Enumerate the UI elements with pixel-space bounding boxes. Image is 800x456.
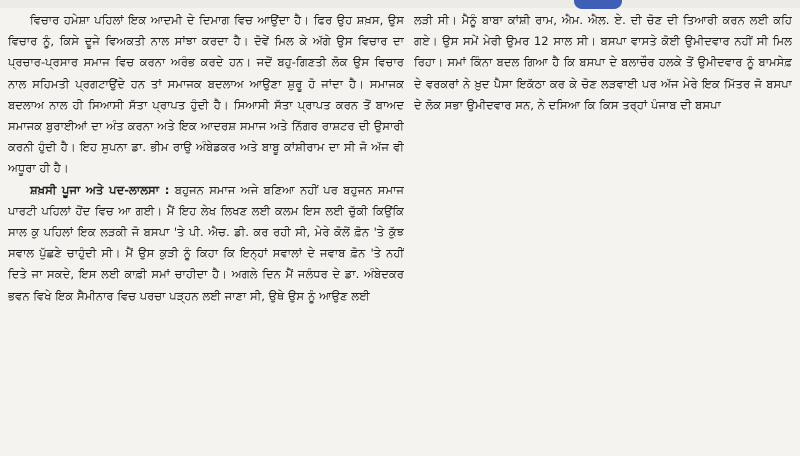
blank-area [404,198,800,456]
right-column [414,10,792,200]
section-text: ਬਹੁਜਨ ਸਮਾਜ ਅਜੇ ਬਣਿਆ ਨਹੀਂ ਪਰ ਬਹੁਜਨ ਸਮਾਜ ਪਾਰਟੀ ਪਹਿਲਾਂ ਹੋਂਦ ਵਿਚ ਆ ਗਈ। ਮੈਂ ਇਹ ਲੇਖ ਲਿਖਣ ਲਈ ਕਲਮ ਇਸ ਲਈ ਚੁੱਕੀ ਕਿਉਂਕਿ ਸਾਲ ਕੁ ਪਹਿਲਾਂ ਇਕ ਲੜਕੀ ਜੋ ਬਸਪਾ 'ਤੇ ਪੀ. ਐਚ. ਡੀ. ਕਰ ਰਹੀ ਸੀ, ਮੇਰੇ ਕੋਲੋਂ ਫ਼ੋਨ 'ਤੇ ਕੁੱਝ ਸਵਾਲ ਪੁੱਛਣੇ ਚਾਹੁੰਦੀ ਸੀ। ਮੈਂ ਉਸ ਕੁੜੀ ਨੂੰ ਕਿਹਾ ਕਿ ਇਨ੍ਹਾਂ ਸਵਾਲਾਂ ਦੇ ਜਵਾਬ ਫ਼ੋਨ 'ਤੇ ਨਹੀਂ ਦਿਤੇ ਜਾ ਸਕਦੇ, ਇਸ ਲਈ ਕਾਫ਼ੀ ਸਮਾਂ ਚਾਹੀਦਾ ਹੈ। ਅਗਲੇ ਦਿਨ ਮੈਂ ਜਲੰਧਰ ਦੇ ਡਾ. ਅੰਬੇਦਕਰ ਭਵਨ ਵਿਖੇ ਇਕ ਸੈਮੀਨਾਰ ਵਿਚ ਪਰਚਾ ਪੜ੍ਹਨ ਲਈ ਜਾਣਾ ਸੀ, ਉਥੇ ਉਸ ਨੂੰ ਆਉਣ ਲਈ [8,182,404,303]
section-lead: ਸ਼ਖ਼ਸੀ ਪੂਜਾ ਅਤੇ ਪਦ-ਲਾਲਸਾ : [30,182,170,197]
top-strip [0,0,800,8]
article-paragraph-right: ਲੜੀ ਸੀ। ਮੈਨੂੰ ਬਾਬਾ ਕਾਂਸ਼ੀ ਰਾਮ, ਐਮ. ਐਲ. ਏ. ਦੀ ਚੋਣ ਦੀ ਤਿਆਰੀ ਕਰਨ ਲਈ ਕਹਿ ਗਏ। ਉਸ ਸਮੇਂ ਮੇਰੀ ਉਮਰ 12 ਸਾਲ ਸੀ। ਬਸਪਾ ਵਾਸਤੇ ਕੋਈ ਉਮੀਦਵਾਰ ਨਹੀਂ ਸੀ ਮਿਲ ਰਿਹਾ। ਸਮਾਂ ਕਿੰਨਾ ਬਦਲ ਗਿਆ ਹੈ ਕਿ ਬਸਪਾ ਦੇ ਬਲਾਚੌਰ ਹਲਕੇ ਤੋਂ ਉਮੀਦਵਾਰ ਨੂੰ ਬਾਮਸੇਫ਼ ਦੇ ਵਰਕਰਾਂ ਨੇ ਖ਼ੁਦ ਪੈਸਾ ਇਕੱਠਾ ਕਰ ਕੇ ਚੋਣ ਲੜਵਾਈ ਪਰ ਅੱਜ ਮੇਰੇ ਇਕ ਮਿੱਤਰ ਜੋ ਬਸਪਾ ਦੇ ਲੋਕ ਸਭਾ ਉਮੀਦਵਾਰ ਸਨ, ਨੇ ਦਸਿਆ ਕਿ ਕਿਸ ਤਰ੍ਹਾਂ ਪੰਜਾਬ ਦੀ ਬਸਪਾ [414,13,792,112]
newspaper-logo-fragment [574,0,622,9]
left-column [8,10,404,456]
article-section [8,180,404,307]
article-paragraph-1: ਵਿਚਾਰ ਹਮੇਸ਼ਾ ਪਹਿਲਾਂ ਇਕ ਆਦਮੀ ਦੇ ਦਿਮਾਗ ਵਿਚ ਆਉਂਦਾ ਹੈ। ਫਿਰ ਉਹ ਸ਼ਖ਼ਸ, ਉਸ ਵਿਚਾਰ ਨੂੰ, ਕਿਸੇ ਦੂਜੇ ਵਿਅਕਤੀ ਨਾਲ ਸਾਂਝਾ ਕਰਦਾ ਹੈ। ਦੋਵੇਂ ਮਿਲ ਕੇ ਅੱਗੇ ਉਸ ਵਿਚਾਰ ਦਾ ਪ੍ਰਚਾਰ-ਪ੍ਰਸਾਰ ਸਮਾਜ ਵਿਚ ਕਰਨਾ ਅਰੰਭ ਕਰਦੇ ਹਨ। ਜਦੋਂ ਬਹੁ-ਗਿਣਤੀ ਲੋਕ ਉਸ ਵਿਚਾਰ ਨਾਲ ਸਹਿਮਤੀ ਪ੍ਰਗਟਾਉਂਦੇ ਹਨ ਤਾਂ ਸਮਾਜਕ ਬਦਲਾਅ ਆਉਣਾ ਸ਼ੁਰੂ ਹੋ ਜਾਂਦਾ ਹੈ। ਸਮਾਜਕ ਬਦਲਾਅ ਨਾਲ ਹੀ ਸਿਆਸੀ ਸੱਤਾ ਪ੍ਰਾਪਤ ਹੁੰਦੀ ਹੈ। ਸਿਆਸੀ ਸੱਤਾ ਪ੍ਰਾਪਤ ਕਰਨ ਤੋਂ ਬਾਅਦ ਸਮਾਜਕ ਬੁਰਾਈਆਂ ਦਾ ਅੰਤ ਕਰਨਾ ਅਤੇ ਇਕ ਆਦਰਸ਼ ਸਮਾਜ ਅਤੇ ਨਿੱਗਰ ਰਾਸ਼ਟਰ ਦੀ ਉਸਾਰੀ ਕਰਨੀ ਹੁੰਦੀ ਹੈ। ਇਹ ਸੁਪਨਾ ਡਾ. ਭੀਮ ਰਾਉ ਅੰਬੇਡਕਰ ਅਤੇ ਬਾਬੂ ਕਾਂਸ਼ੀਰਾਮ ਦਾ ਸੀ ਜੋ ਅੱਜ ਵੀ ਅਧੂਰਾ ਹੀ ਹੈ। [8,13,404,176]
